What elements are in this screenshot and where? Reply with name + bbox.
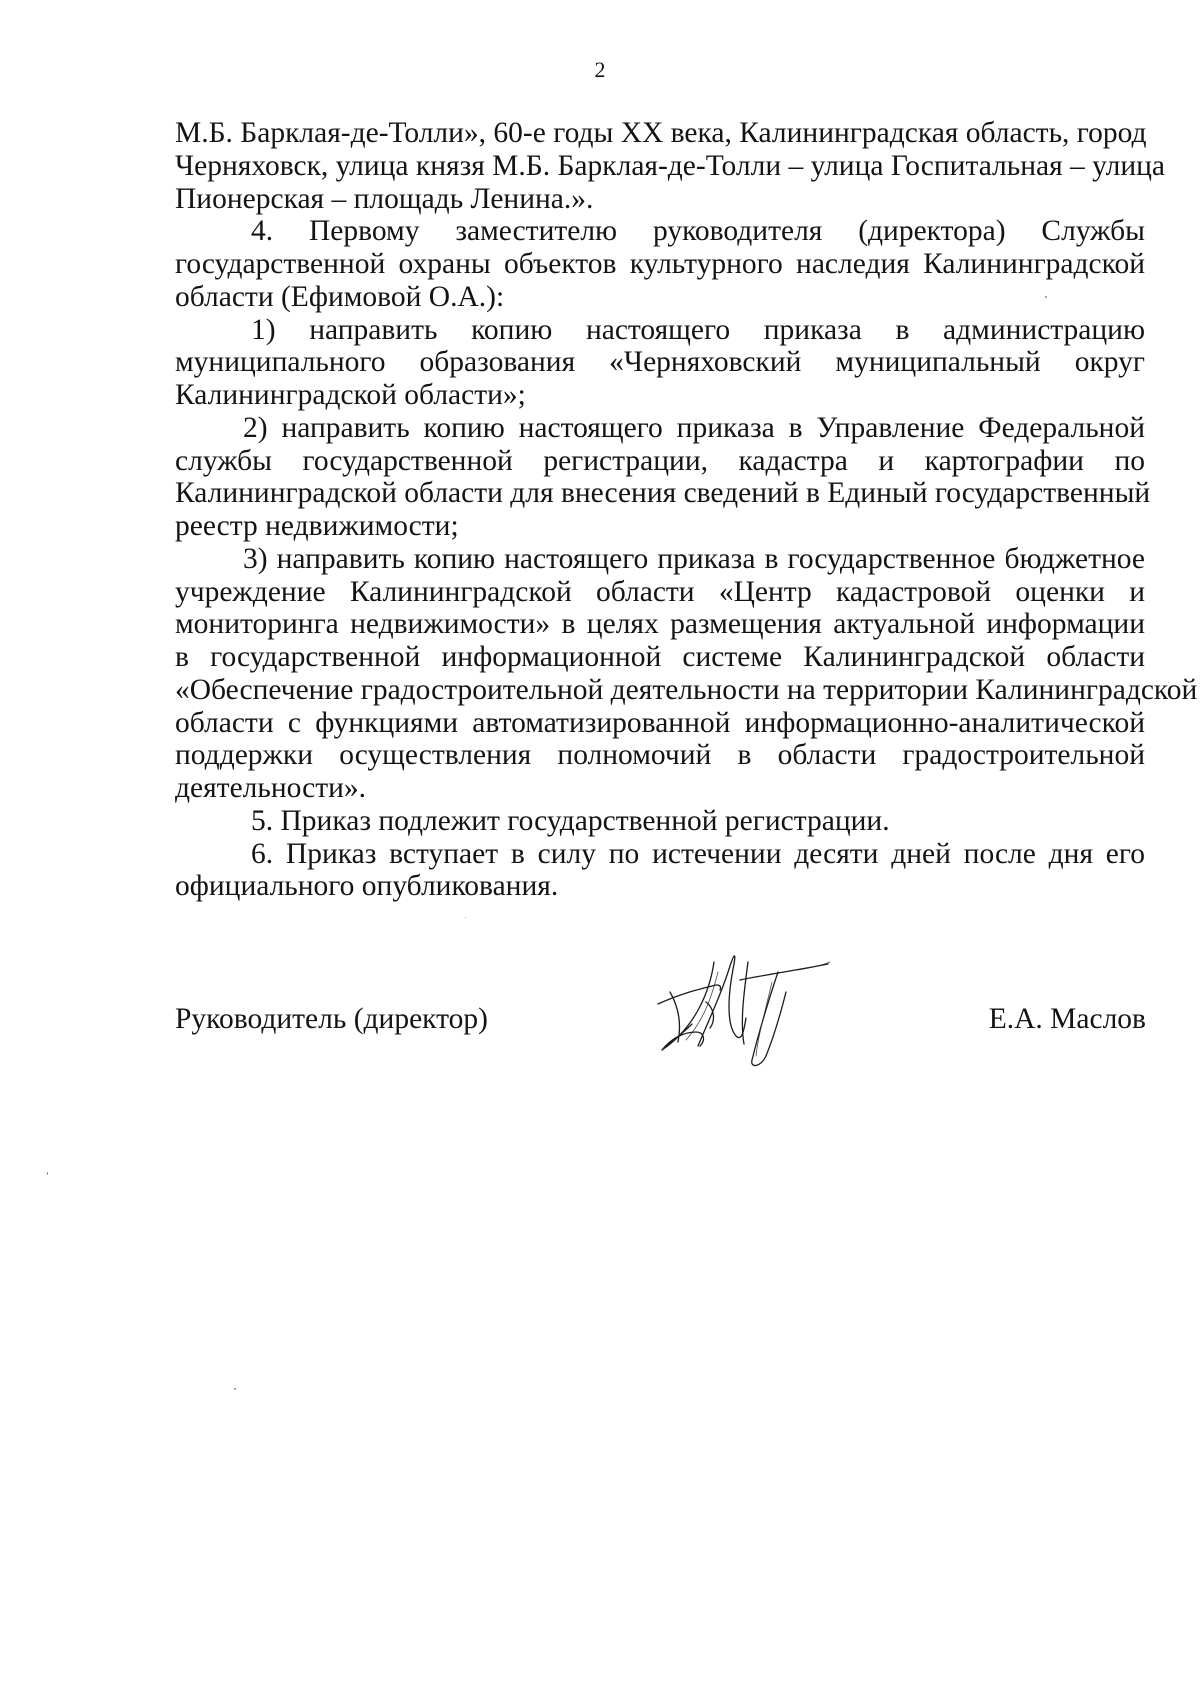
- page-number: 2: [594, 57, 606, 82]
- signatory-role: Руководитель (директор): [175, 1003, 488, 1035]
- body-line: «Обеспечение градостроительной деятельности на территории Калининградской: [175, 673, 1198, 706]
- body-line: в государственной информационной системе Калининградской области: [175, 641, 1145, 673]
- handwritten-signature: [648, 932, 848, 1072]
- body-line: официального опубликования.: [175, 870, 559, 903]
- document-body: [175, 117, 1198, 903]
- body-line: области (Ефимовой О.А.):: [175, 280, 505, 313]
- body-line: М.Б. Барклая-де-Толли», 60-е годы XX века, Калининградская область, город: [175, 117, 1147, 149]
- body-line: службы государственной регистрации, кадастра и картографии по: [175, 444, 1145, 477]
- body-line: муниципального образования «Черняховский муниципальный округ: [175, 346, 1145, 379]
- body-line: государственной охраны объектов культурного наследия Калининградской: [175, 248, 1145, 280]
- body-line: 2) направить копию настоящего приказа в Управление Федеральной: [243, 411, 1145, 444]
- scan-speck: [1045, 296, 1047, 298]
- body-line: Черняховск, улица князя М.Б. Барклая-де-Толли – улица Госпитальная – улица: [175, 149, 1166, 182]
- body-line: мониторинга недвижимости» в целях размещения актуальной информации: [175, 608, 1145, 641]
- body-line: 4. Первому заместителю руководителя (директора) Службы: [251, 215, 1145, 248]
- body-line: области с функциями автоматизированной информационно-аналитической: [175, 706, 1145, 739]
- body-line: 3) направить копию настоящего приказа в государственное бюджетное: [243, 542, 1145, 575]
- body-line: учреждение Калининградской области «Центр кадастровой оценки и: [175, 575, 1145, 608]
- body-line: 5. Приказ подлежит государственной регистрации.: [251, 804, 890, 837]
- scan-speck: [47, 1172, 48, 1175]
- scan-speck: [234, 1388, 236, 1390]
- body-line: Калининградской области для внесения сведений в Единый государственный: [175, 477, 1151, 510]
- signatory-name: Е.А. Маслов: [988, 1003, 1146, 1035]
- body-line: Калининградской области»;: [175, 379, 526, 411]
- body-line: поддержки осуществления полномочий в области градостроительной: [175, 739, 1145, 772]
- body-line: деятельности».: [175, 772, 367, 804]
- scan-speck: [465, 917, 466, 918]
- body-line: 6. Приказ вступает в силу по истечении десяти дней после дня его: [251, 837, 1145, 870]
- body-line: реестр недвижимости;: [175, 510, 459, 542]
- body-line: Пионерская – площадь Ленина.».: [175, 182, 594, 215]
- body-line: 1) направить копию настоящего приказа в администрацию: [251, 313, 1145, 346]
